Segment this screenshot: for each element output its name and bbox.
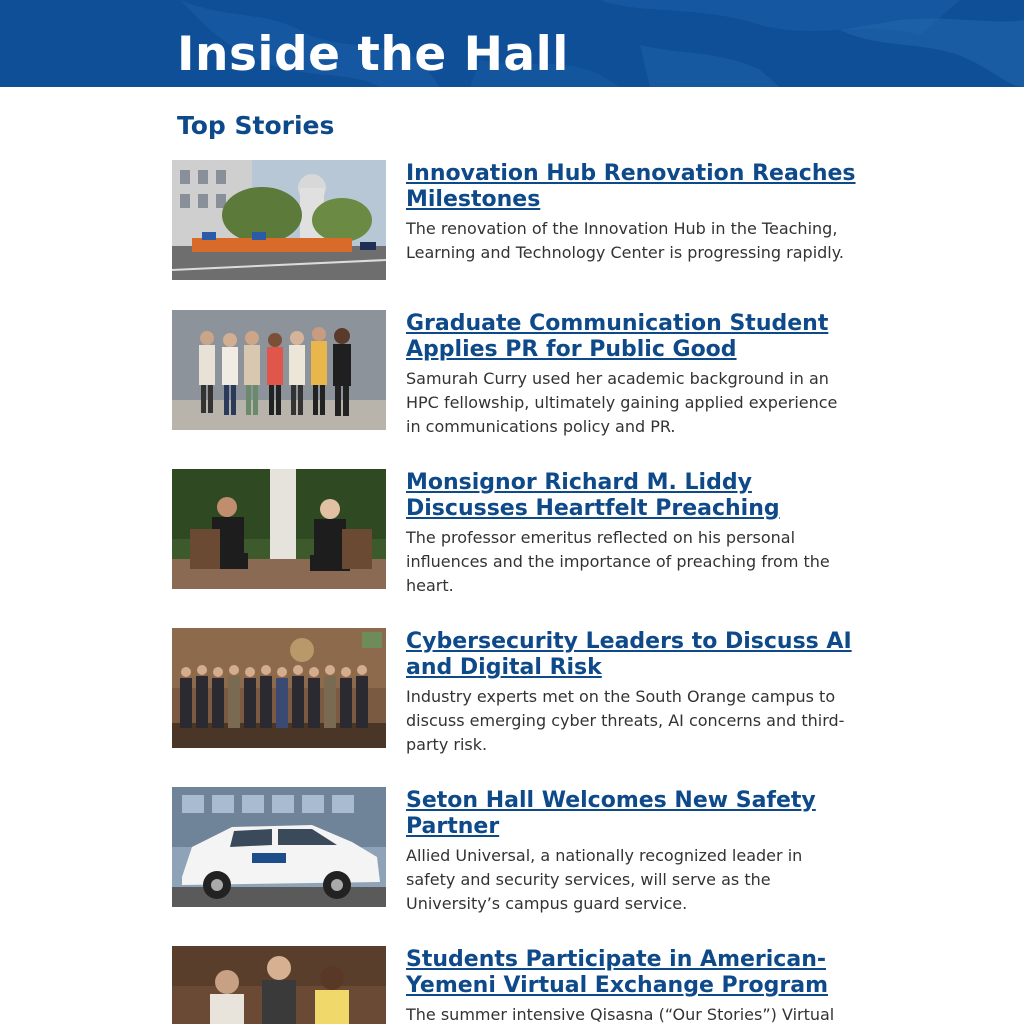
students-image [172,946,386,1024]
story-title-link[interactable]: Seton Hall Welcomes New Safety Partner [406,788,816,839]
story-title-link[interactable]: Innovation Hub Renovation Reaches Milestones [406,161,856,212]
security-vehicle-image [172,787,386,907]
header-banner [0,0,1024,87]
construction-site-image [172,160,386,280]
story-thumbnail[interactable] [172,310,386,430]
story-title-link[interactable]: Cybersecurity Leaders to Discuss AI and Digital Risk [406,629,852,680]
section-title: Top Stories [177,111,335,140]
story-thumbnail[interactable] [172,160,386,280]
story-title-link[interactable]: Monsignor Richard M. Liddy Discusses Heartfelt Preaching [406,470,780,521]
story-thumbnail[interactable] [172,628,386,748]
newsletter-title: Inside the Hall [177,27,569,82]
story-thumbnail[interactable] [172,946,386,1024]
story-thumbnail[interactable] [172,469,386,589]
story-description: Industry experts met on the South Orange campus to discuss emerging cyber threats, AI concerns and third-party risk. [406,687,845,754]
priests-seated-image [172,469,386,589]
group-photo-image [172,310,386,430]
story-description: The summer intensive Qisasna (“Our Stories”) Virtual [406,1005,835,1024]
story-title-link[interactable]: Graduate Communication Student Applies PR for Public Good [406,311,829,362]
story-title-link[interactable]: Students Participate in American-Yemeni Virtual Exchange Program [406,947,829,998]
story-description: The professor emeritus reflected on his personal influences and the importance of preaching from the heart. [406,528,830,595]
story-description: Allied Universal, a nationally recognized leader in safety and security services, will serve as the University’s campus guard service. [406,846,803,913]
conference-group-image [172,628,386,748]
story-description: The renovation of the Innovation Hub in the Teaching, Learning and Technology Center is progressing rapidly. [406,219,845,262]
story-thumbnail[interactable] [172,787,386,907]
story-description: Samurah Curry used her academic background in an HPC fellowship, ultimately gaining applied experience in communications policy and PR. [406,369,838,436]
